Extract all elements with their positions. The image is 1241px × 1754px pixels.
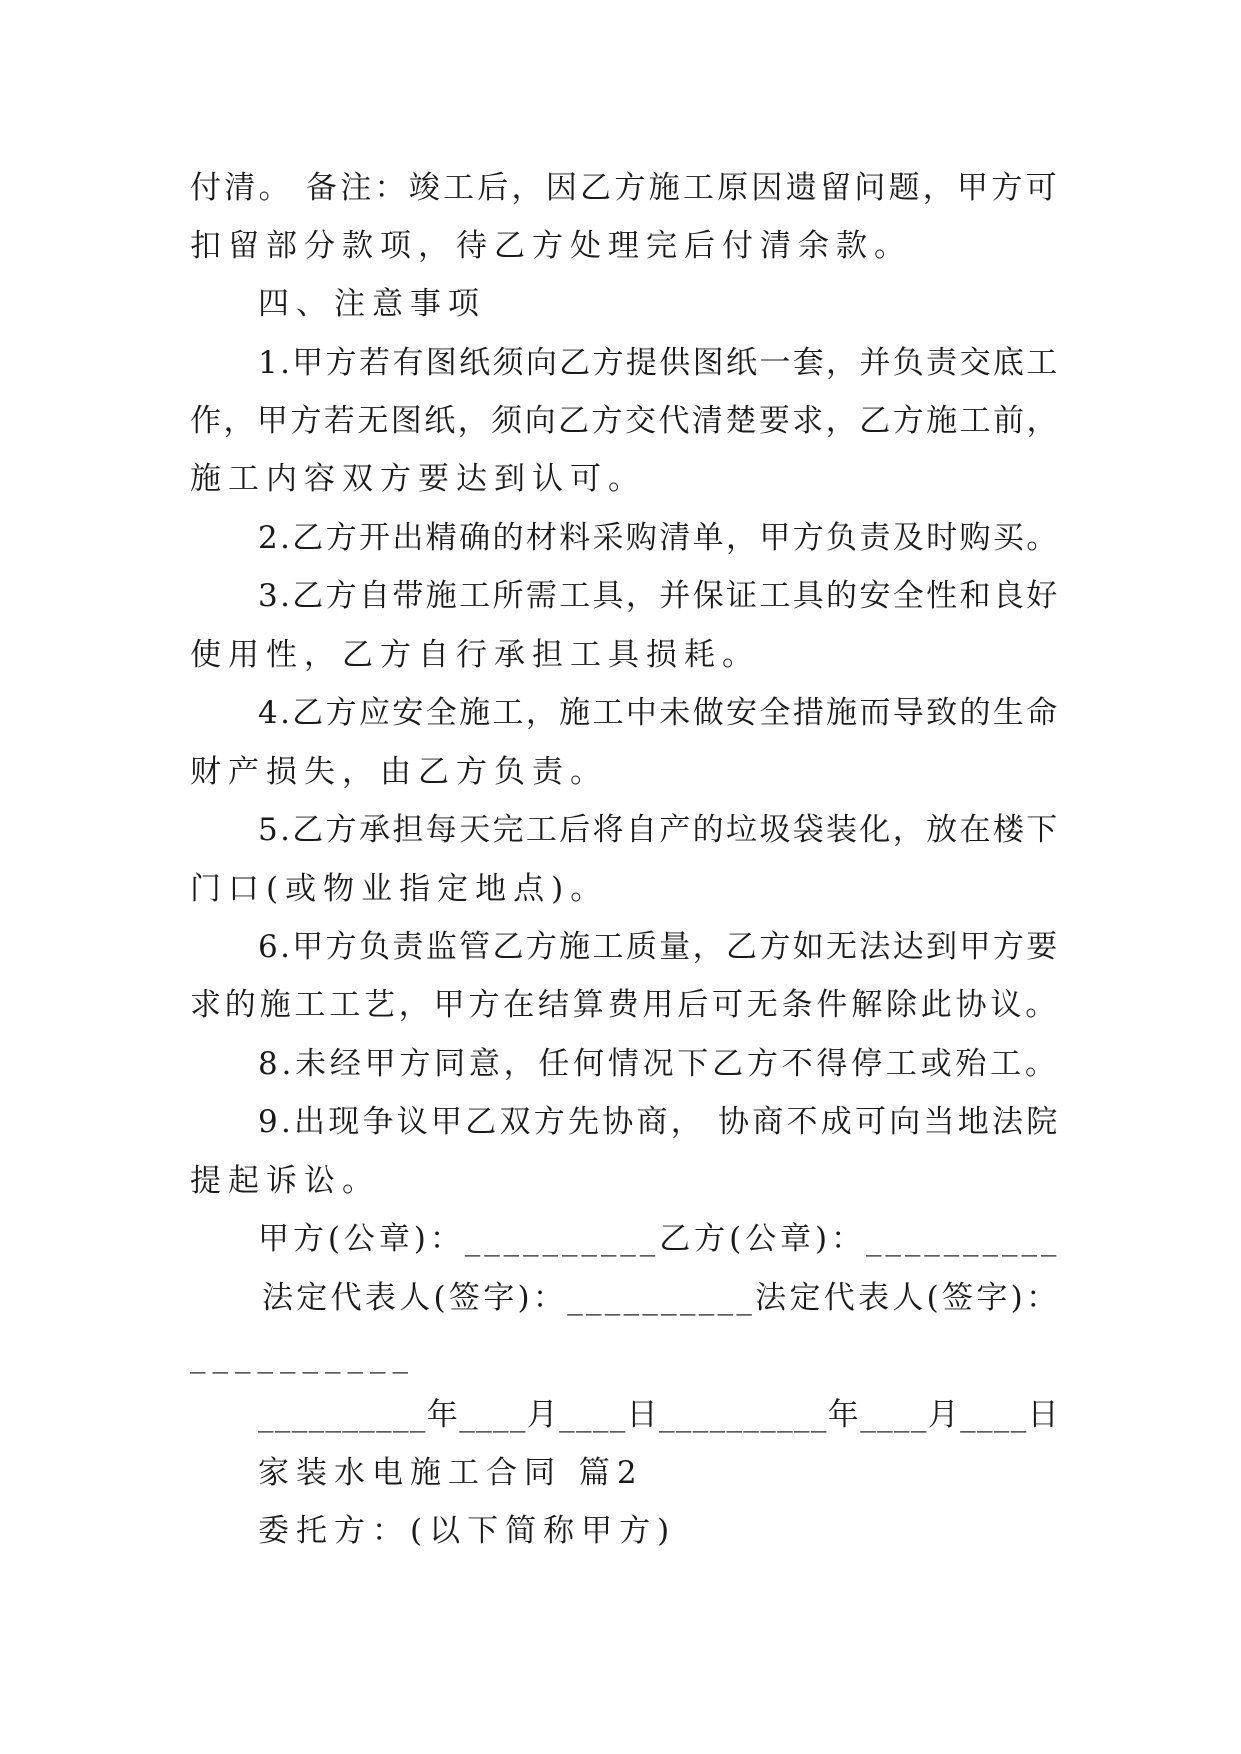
paragraph-line: 门口(或物业指定地点)。 (190, 871, 609, 907)
paragraph-line: 作，甲方若无图纸，须向乙方交代清楚要求，乙方施工前， (190, 403, 1060, 439)
list-item: 1.甲方若有图纸须向乙方提供图纸一套，并负责交底工 (258, 345, 1060, 381)
paragraph-line: 使用性，乙方自行承担工具损耗。 (190, 637, 760, 673)
list-item: 4.乙方应安全施工，施工中未做安全措施而导致的生命 (258, 695, 1060, 731)
paragraph-line: 施工内容双方要达到认可。 (190, 461, 646, 497)
list-item: 5.乙方承担每天完工后将自产的垃圾袋装化，放在楼下 (258, 812, 1060, 848)
paragraph-line: 付清。 备注：竣工后，因乙方施工原因遗留问题，甲方可 (190, 170, 1060, 206)
paragraph-line: 扣留部分款项，待乙方处理完后付清余款。 (190, 228, 912, 264)
signature-representative-line: 法定代表人(签字)：__________法定代表人(签字)： (262, 1280, 1061, 1316)
signature-party-line: 甲方(公章)：__________乙方(公章)：__________ (258, 1221, 1061, 1257)
list-item: 6.甲方负责监管乙方施工质量，乙方如无法达到甲方要 (258, 929, 1060, 965)
list-item: 8.未经甲方同意，任何情况下乙方不得停工或殆工。 (258, 1046, 1060, 1082)
section-heading: 四、注意事项 (258, 286, 486, 322)
paragraph-line: 财产损失，由乙方负责。 (190, 754, 608, 790)
signature-blank-line: __________ (190, 1338, 415, 1374)
paragraph-line: 提起诉讼。 (190, 1163, 380, 1199)
paragraph-line: 委托方：(以下简称甲方) (258, 1513, 677, 1549)
list-item: 2.乙方开出精确的材料采购清单，甲方负责及时购买。 (258, 520, 1060, 556)
list-item: 9.出现争议甲乙双方先协商， 协商不成可向当地法院 (258, 1104, 1061, 1140)
section-title: 家装水电施工合同 篇2 (258, 1455, 644, 1491)
list-item: 3.乙方自带施工所需工具，并保证工具的安全性和良好 (258, 578, 1060, 614)
paragraph-line: 求的施工工艺，甲方在结算费用后可无条件解除此协议。 (190, 987, 1060, 1023)
date-line: __________年____月____日__________年____月____日 (258, 1397, 1060, 1433)
